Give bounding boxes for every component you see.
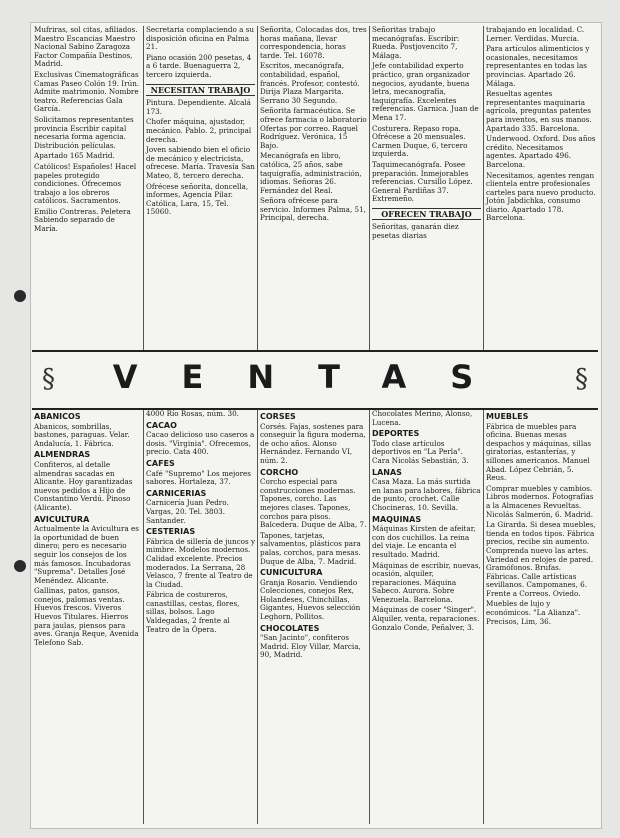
bottom-column-3 (258, 410, 370, 824)
list-item: Actualmente la Avicultura es la oportunidad de buen dinero; pero es necesario seguir los consejos de los más famosos. Incubadoras "Suprema". Detalles José Menéndez. Alicante. (34, 524, 139, 585)
section-heading-ofrecen-trabajo: OFRECEN TRABAJO (372, 208, 481, 221)
list-item: Cacao delicioso uso caseros a dosis. "Virginia". Ofrecemos, precio. Cata 400. (146, 430, 255, 457)
top-column-1 (32, 26, 144, 351)
list-item: Apartado 165 Madrid. (34, 151, 115, 161)
list-item: Máquinas Kirsten de afeitar, con dos cuchillos. La reina del viaje. Le encanta el resultado. Madrid. (372, 524, 476, 559)
bottom-column-1 (32, 410, 144, 824)
list-item: Chocolates Merino, Alonso, Lucena. (372, 410, 473, 427)
list-item: Jefe contabilidad experto práctico, gran organizador negocios, ayudante, buena letra, mecanografía, taquigrafía. Excelentes referencias. Garnica. Juan de Mena 17. (372, 61, 479, 122)
section-heading: CARNICERIAS (146, 488, 207, 498)
section-heading: AVICULTURA (34, 514, 90, 524)
list-item: Secretaria complaciendo a su disposición oficina en Palma 21. (146, 26, 255, 52)
list-item: Resueltas agentes representantes maquinaria agrícola, preguntas patentes para inventos, en sus manos. Apartado 335. Barcelona. (486, 89, 592, 133)
list-item: Gallinas, patos, gansos, conejos, palomas ventas. Huevos frescos. Viveros Huevos Titulares. Hierros para jaulas, piensos para aves. Granja Reque, Avenida Telefono Sab. (34, 586, 139, 647)
list-item: Máquinas de escribir, nuevas, ocasión, alquiler, reparaciones. Máquina Sabeco. Aurora. Sobre Venezuela. Barcelona. (372, 560, 481, 604)
list-item: Chofer máquina, ajustador, mecánico. Pablo. 2, principal derecha. (146, 117, 252, 144)
list-item: Necesitamos, agentes rengan clientela entre profesionales carteles para nuevo producto. Jotón Jabdichka, consumo diario. Apartado 178. Barcelona. (486, 170, 596, 223)
binding-hole (14, 290, 26, 302)
list-item: Comprar muebles y cambios. Libros modernos. Fotografías a la Almacenes Revueltas. Nicolás Salmerón, 6. Madrid. (486, 483, 594, 519)
classifieds-bottom (32, 410, 598, 824)
bottom-column-4 (370, 410, 484, 824)
section-heading: ALMENDRAS (34, 450, 91, 460)
list-item: Católicos! Españoles! Hacel papeles protegido condiciones. Ofrecemos trabajo a los obreros católicos. Sacramentos. (34, 161, 137, 206)
section-heading: CUNICULTURA (260, 568, 323, 578)
classifieds-top (32, 26, 598, 351)
list-item: Señora ofrécese para servicio. Informes Palma, 51, Principal, derecha. (260, 196, 366, 223)
left-flourish-icon: § (42, 364, 55, 394)
list-item: Taquimecanógrafa. Posee preparación. Inmejorables referencias. Cursillo López. General Pardiñas 37. Extremeño. (372, 159, 473, 204)
top-column-4-items (372, 26, 481, 204)
bottom-column-2 (144, 410, 258, 824)
list-item: Underwood. Oxford. Dos años crédito. Necesitamos agentes. Apartado 496. Barcelona. (486, 134, 596, 169)
list-item: 4000 Río Rosas, núm. 30. (146, 410, 239, 418)
list-item: Emilio Contreras. Peletera Sabiendo separado de María. (34, 206, 131, 234)
list-item: Joven sabiendo bien el oficio de mecánico y electricista, ofrecese. María. Travesía San Mateo, 8, tercero derecha. (146, 145, 255, 180)
list-item: Mufriras, sol citas, afiliados. Maestro Escancias Maestro Nacional Sabino Zaragoza Factor Compañía Destinos, Madrid. (34, 26, 138, 69)
list-item: Fábrica de costureros, canastillas, cestas, flores, sillas, bolsos. Lago Valdegadas, 2 frente al Teatro de la Ópera. (146, 590, 240, 634)
list-item: Señoritas trabajo mecanógrafas. Escribir: Rueda. Postjovencito 7, Málaga. (372, 26, 460, 60)
section-heading: CHOCOLATES (260, 623, 320, 633)
list-item: Señorita, Colocadas dos, tres horas mañana, llevar correspondencia, horas tarde. Tel. 16078. (260, 26, 367, 60)
list-item: La Girarda. Si desea muebles, tienda en todos tipos. Fábrica precios, recibe sin aumento. Comprenda nuevo las artes. Variedad en relojes de pared. Gramófonos. Brufas. Fábricas. Calle artísticas sevillanos. Campomanes, 6. Frente a Correos. Oviedo. (486, 520, 596, 598)
section-heading: CORSES (260, 412, 296, 421)
list-item: Tapones, tarjetas, salvamentos, plásticos para palas, corchos, para mesas. Duque de Alba, 7. Madrid. (260, 530, 361, 566)
list-item: Costurera. Repaso ropa. Ofrécese a 20 mensuales. Carmen Duque, 6, tercero izquierda. (372, 123, 468, 159)
ventas-banner (32, 350, 598, 410)
list-item: Solicitamos representantes provincia Escribir capital necesaria forma agencia. Distribución películas. (34, 114, 134, 150)
list-item: trabajando en localidad. C. Lerner. Verdidas. Murcia. (486, 26, 585, 43)
list-item: Fábrica de sillería de juncos y mimbre. Modelos modernos. Calidad excelente. Precios moderados. La Serrana, 28 Velasco, 7 frente al Teatro de la Ciudad. (146, 536, 256, 589)
top-column-5 (484, 26, 598, 351)
section-heading: NECESITAN TRABAJO (146, 84, 255, 97)
top-column-3 (258, 26, 370, 351)
list-item: Exclusivas Cinematográficas Camas Paseo Colón 19. Irún. Admite matrimonio. Nombre teatro. Referencias Gala García. (34, 69, 140, 114)
list-item: Fábrica de muebles para oficina. Buenas mesas despachos y máquinas, sillas giratorias, estanterías, y sillones americanos. Manuel Abad. López Cebrián, 5. Reus. (486, 421, 592, 483)
section-heading: CACAO (146, 420, 177, 430)
section-title: VENTAS (112, 358, 518, 396)
list-item: Escritos, mecanógrafa, contabilidad, español, francés. Profesor, contestó. Dirija Plaza Margarita. Serrano 30 Segundo. (260, 61, 360, 105)
list-item: Muebles de lujo y económicos. "La Alianza". Precisos, Lim, 36. (486, 599, 581, 626)
list-item: Corsés. Fajas, sostenes para conseguir la figura moderna, de ocho años. Alonso Hernández. Fernando VI, núm. 2. (260, 421, 366, 465)
list-item: Café "Supremo" Los mejores sabores. Hortaleza, 37. (146, 468, 251, 487)
list-item: Confiteros, al detalle almendras sacadas en Alicante. Hoy garantizadas nuevos pedidos a Hijo de Constantino Verdú. Pinoso (Alicante). (34, 459, 133, 512)
binding-hole (14, 560, 26, 572)
list-item: Granja Rosario. Vendiendo Colecciones, conejos Rex, Holandeses, Chinchillas, Gigantes, Huevos selección Leghorn, Pollitos. (260, 577, 361, 622)
list-item: Mecanógrafa en libro, católica, 25 años, sabe taquigrafía, administración, idiomas. Señoras 26. Fernández del Real. (260, 151, 362, 195)
top-column-2 (144, 26, 258, 351)
bottom-column-5 (484, 410, 598, 824)
list-item: Señoritas, ganarán diez pesetas diarias (372, 222, 459, 241)
section-heading: LANAS (372, 467, 402, 477)
section-heading: DEPORTES (372, 429, 420, 439)
list-item: Carnicería Juan Pedro. Vargas, 20. Tel. 3803. Santander. (146, 498, 229, 525)
section-heading: CAFES (146, 458, 175, 468)
list-item: Ofrécese señorita, doncella, informes, Agencia Pilar. Católica, Lara, 15, Tel. 15060. (146, 181, 249, 217)
list-item: Corcho especial para construcciones modernas. Tapones, corcho. Las mejores clases. Tapones, corchos para pisos. Balcedera. Duque de Alba, 7. (260, 477, 367, 530)
list-item: Pintura. Dependiente. Alcalá 173. (146, 98, 251, 116)
section-heading: CORCHO (260, 467, 299, 477)
section-heading: ABANICOS (34, 412, 81, 421)
list-item: Todo clase artículos deportivos en "La Perla". Cara Nicolás Sebastián, 3. (372, 438, 469, 465)
list-item: Piano ocasión 200 pesetas, 4 a 6 tarde. Buenaguerra 2, tercero izquierda. (146, 52, 252, 79)
section-heading: CESTERIAS (146, 527, 196, 537)
list-item: Máquinas de coser "Singer". Alquiler, venta, reparaciones. Gonzalo Conde, Peñalver, 3. (372, 605, 480, 632)
section-heading: MUEBLES (486, 412, 529, 421)
section-heading: MAQUINAS (372, 514, 422, 524)
right-flourish-icon: § (575, 364, 588, 394)
list-item: Casa Maza. La más surtida en lanas para labores, fábrica de punto, crochet. Calle Chocineras, 10. Sevilla. (372, 477, 481, 512)
top-column-4 (370, 26, 484, 351)
list-item: "San Jacinto", confiteros Madrid. Eloy Villar, Marcia, 90, Madrid. (260, 633, 361, 660)
list-item: Abanicos, sombrillas, bastones, paraguas. Velar. Andalucía, 1. Fábrica. (34, 421, 130, 448)
list-item: Para artículos alimenticios y ocasionales, necesitamos representantes en todas las provincias. Apartado 26. Málaga. (486, 44, 590, 88)
list-item: Señorita farmacéutica. Se ofrece farmacia o laboratorio Ofertas por correo. Raquel Rodríguez. Verónica, 15 Bajo. (260, 106, 367, 150)
